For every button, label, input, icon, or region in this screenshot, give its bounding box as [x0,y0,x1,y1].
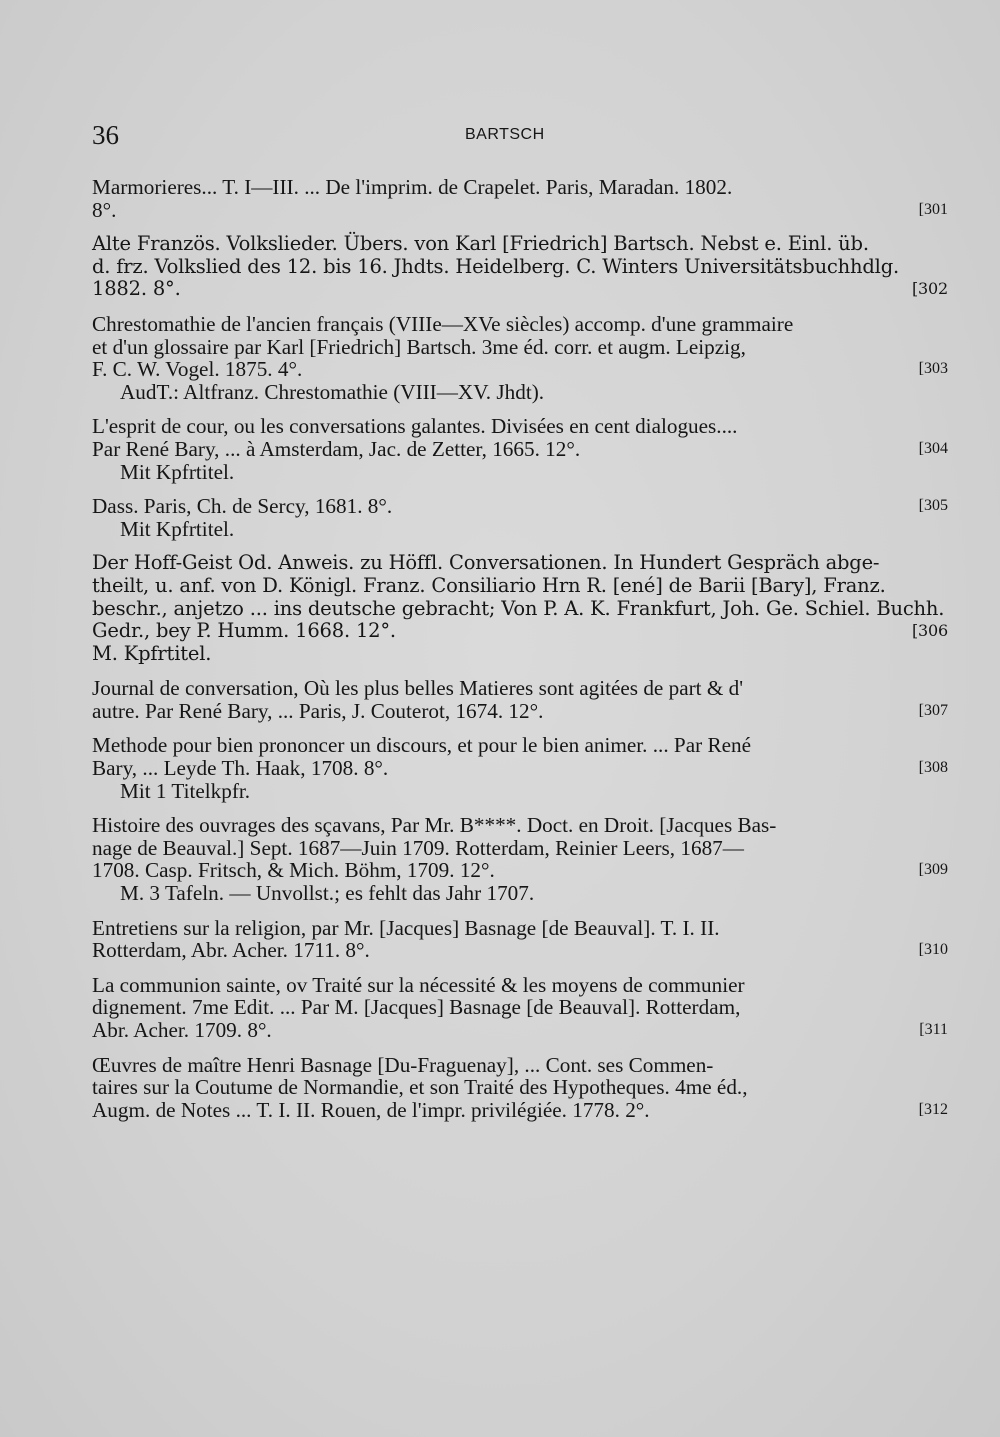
entry-310 [92,915,948,963]
entry-line: 1708. Casp. Fritsch, & Mich. Böhm, 1709. 12°. [92,858,495,883]
entry-307 [92,676,948,723]
entry-line: Augm. de Notes ... T. I. II. Rouen, de l'impr. privilégiée. 1778. 2°. [92,1097,650,1122]
entry-line: Histoire des ouvrages des sçavans, Par Mr. B****. Doct. en Droit. [Jacques Bas- [92,813,777,838]
entry-line: d. frz. Volkslied des 12. bis 16. Jhdts. Heidelberg. C. Winters Universitätsbuchhdlg. [92,254,899,278]
entry-number: [307 [918,701,948,719]
page-header [0,120,1000,160]
entry-number: [310 [918,941,948,959]
entry-number: [308 [918,759,948,777]
entry-line: Gedr., bey P. Humm. 1668. 12°. [92,619,396,643]
entry-line: beschr., anjetzo ... ins deutsche gebracht; Von P. A. K. Frankfurt, Joh. Ge. Schiel. Buchh. [92,596,945,620]
entry-number: [302 [912,279,948,299]
entry-line: Journal de conversation, Où les plus belles Matieres sont agitées de part & d' [92,676,744,701]
entry-number: [305 [918,497,948,515]
entry-line: theilt, u. anf. von D. Königl. Franz. Consiliario Hrn R. [ené] de Barii [Bary], Franz. [92,573,886,597]
entry-302 [92,232,948,301]
entry-line: Bary, ... Leyde Th. Haak, 1708. 8°. [92,756,389,781]
entry-303 [92,311,948,404]
entry-line: Entretiens sur la religion, par Mr. [Jacques] Basnage [de Beauval]. T. I. II. [92,915,720,940]
entry-line: 1882. 8°. [92,277,181,301]
entry-number: [306 [912,621,948,641]
entry-line: Marmorieres... T. I—III. ... De l'imprim. de Crapelet. Paris, Maradan. 1802. [92,175,733,199]
entry-line: M. Kpfrtitel. [92,641,212,665]
entry-line: taires sur la Coutume de Normandie, et son Traité des Hypotheques. 4me éd., [92,1075,748,1100]
entry-line: dignement. 7me Edit. ... Par M. [Jacques] Basnage [de Beauval]. Rotterdam, [92,995,741,1020]
entry-line: nage de Beauval.] Sept. 1687—Juin 1709. Rotterdam, Reinier Leers, 1687— [92,835,744,860]
entry-line: AudT.: Altfranz. Chrestomathie (VIII—XV. Jhdt). [120,379,545,404]
entry-309 [92,813,948,906]
entry-line: La communion sainte, ov Traité sur la nécessité & les moyens de communier [92,972,745,997]
entry-line: Mit Kpfrtitel. [120,516,235,541]
entry-number: [311 [919,1021,948,1038]
entry-line: Œuvres de maître Henri Basnage [Du-Fraguenay], ... Cont. ses Commen- [92,1052,714,1077]
entry-306 [92,551,948,665]
entry-305 [92,494,948,541]
entry-number: [301 [918,200,948,218]
entry-line: L'esprit de cour, ou les conversations galantes. Divisées en cent dialogues.... [92,414,738,439]
entry-311 [92,972,948,1042]
entry-line: 8°. [92,197,117,222]
entry-308 [92,733,948,803]
entry-line: Methode pour bien prononcer un discours, et pour le bien animer. ... Par René [92,733,751,758]
entry-number: [304 [918,439,948,457]
entry-line: Chrestomathie de l'ancien français (VIIIe—XVe siècles) accomp. d'une grammaire [92,311,794,336]
entry-number: [312 [918,1100,948,1118]
entry-line: Dass. Paris, Ch. de Sercy, 1681. 8°. [92,494,393,519]
entry-line: Alte Französ. Volkslieder. Übers. von Karl [Friedrich] Bartsch. Nebst e. Einl. üb. [92,232,869,256]
bibliography-entries [92,175,948,1133]
entry-line: Mit 1 Titelkpfr. [120,778,251,803]
entry-312 [92,1052,948,1122]
entry-301 [92,175,948,222]
entry-line: Abr. Acher. 1709. 8°. [92,1018,272,1042]
entry-line: autre. Par René Bary, ... Paris, J. Couterot, 1674. 12°. [92,698,544,723]
entry-line: Par René Bary, ... à Amsterdam, Jac. de Zetter, 1665. 12°. [92,436,581,461]
entry-304 [92,414,948,484]
entry-line: F. C. W. Vogel. 1875. 4°. [92,357,303,382]
page-number: 36 [92,120,119,150]
entry-line: et d'un glossaire par Karl [Friedrich] Bartsch. 3me éd. corr. et augm. Leipzig, [92,334,746,359]
entry-number: [309 [918,861,948,879]
entry-line: Der Hoff-Geist Od. Anweis. zu Höffl. Conversationen. In Hundert Gespräch abge- [92,551,880,575]
entry-line: Mit Kpfrtitel. [120,459,235,484]
entry-line: Rotterdam, Abr. Acher. 1711. 8°. [92,938,370,963]
entry-line: M. 3 Tafeln. — Unvollst.; es fehlt das Jahr 1707. [120,881,535,906]
running-head: BARTSCH [465,126,545,143]
entry-number: [303 [918,360,948,378]
